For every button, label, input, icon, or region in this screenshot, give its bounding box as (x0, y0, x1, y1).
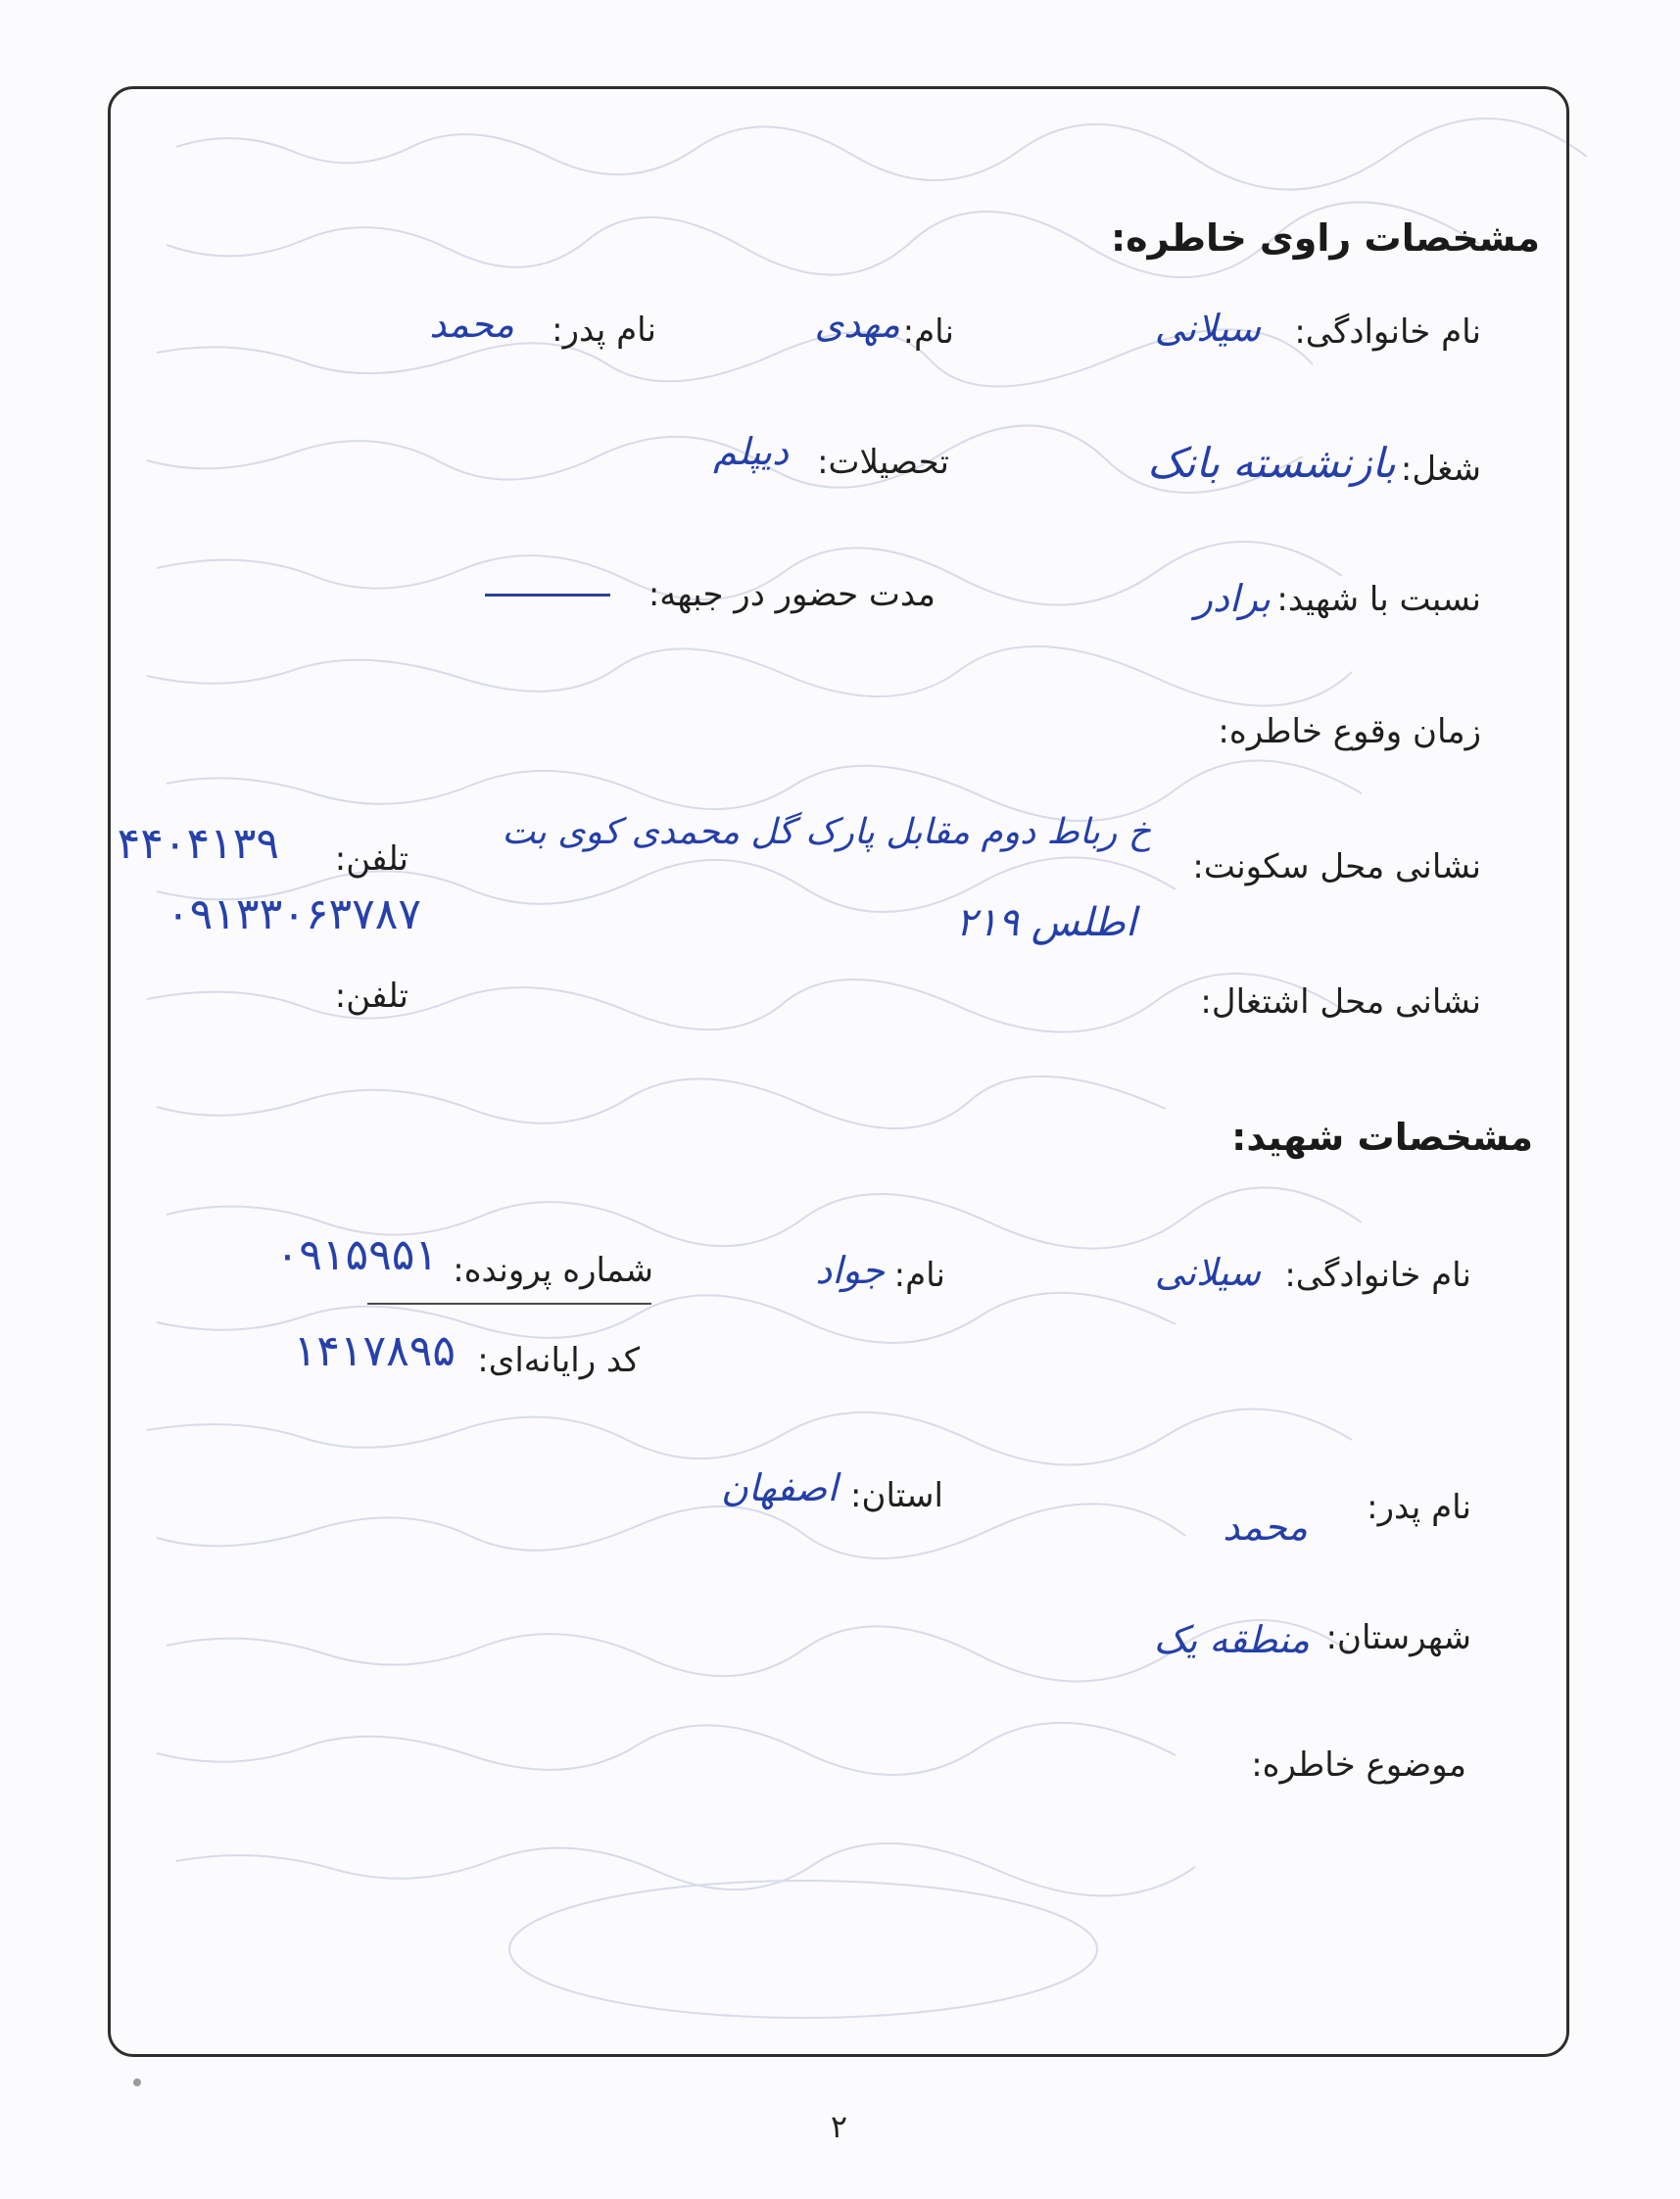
narrator-family-name-label: نام خانوادگی: (1294, 312, 1481, 352)
martyr-file-no-underline (367, 1303, 651, 1305)
martyr-first-name-value: جواد (815, 1249, 885, 1292)
narrator-address-label: نشانی محل سکونت: (1192, 847, 1481, 886)
narrator-heading: مشخصات راوی خاطره: (1110, 216, 1540, 260)
narrator-father-label: نام پدر: (552, 311, 656, 350)
narrator-address-value-line1: خ رباط دوم مقابل پارک گل محمدی کوی بت (502, 812, 1151, 852)
narrator-front-duration-label: مدت حضور در جبهه: (648, 575, 936, 614)
narrator-job-label: شغل: (1400, 450, 1481, 489)
narrator-education-label: تحصیلات: (817, 443, 949, 482)
narrator-father-value: محمد (429, 303, 514, 346)
narrator-family-name-value: سیلانی (1154, 307, 1261, 350)
narrator-work-phone-label: تلفن: (334, 977, 408, 1016)
martyr-file-no-value: ۰۹۱۵۹۵۱ (275, 1230, 438, 1280)
narrator-phone-label: تلفن: (334, 839, 408, 879)
page-number: ۲ (830, 2108, 847, 2145)
martyr-memory-subject-label: موضوع خاطره: (1251, 1745, 1466, 1785)
narrator-memory-time-label: زمان وقوع خاطره: (1218, 712, 1481, 751)
martyr-father-value: محمد (1223, 1506, 1308, 1549)
martyr-first-name-label: نام: (893, 1256, 945, 1295)
martyr-family-name-value: سیلانی (1154, 1251, 1261, 1294)
martyr-county-value: منطقه یک (1153, 1618, 1310, 1661)
martyr-file-no-label: شماره پرونده: (453, 1251, 653, 1290)
narrator-relation-value: برادر (1194, 577, 1271, 620)
narrator-front-duration-dash (485, 594, 610, 597)
martyr-county-label: شهرستان: (1325, 1618, 1471, 1657)
narrator-address-value-line2: اطلس ۲۱۹ (955, 900, 1136, 945)
martyr-father-label: نام پدر: (1367, 1488, 1471, 1527)
martyr-province-label: استان: (850, 1476, 943, 1515)
martyr-computer-code-value: ۱۴۱۷۸۹۵ (293, 1326, 456, 1376)
punch-dot (133, 2079, 141, 2086)
narrator-work-address-label: نشانی محل اشتغال: (1200, 982, 1481, 1022)
martyr-family-name-label: نام خانوادگی: (1284, 1256, 1471, 1295)
martyr-computer-code-label: کد رایانه‌ای: (477, 1341, 640, 1380)
narrator-education-value: دیپلم (713, 430, 789, 473)
narrator-phone-value-2: ۰۹۱۳۳۰۶۳۷۸۷ (167, 889, 421, 939)
narrator-first-name-value: مهدی (814, 303, 900, 346)
narrator-job-value: بازنشسته بانک (1147, 439, 1396, 487)
narrator-phone-value-1: ۴۴۰۴۱۳۹ (117, 819, 279, 869)
martyr-heading: مشخصات شهید: (1231, 1116, 1533, 1159)
martyr-province-value: اصفهان (720, 1466, 838, 1509)
narrator-relation-label: نسبت با شهید: (1276, 580, 1481, 619)
narrator-first-name-label: نام: (902, 312, 954, 352)
